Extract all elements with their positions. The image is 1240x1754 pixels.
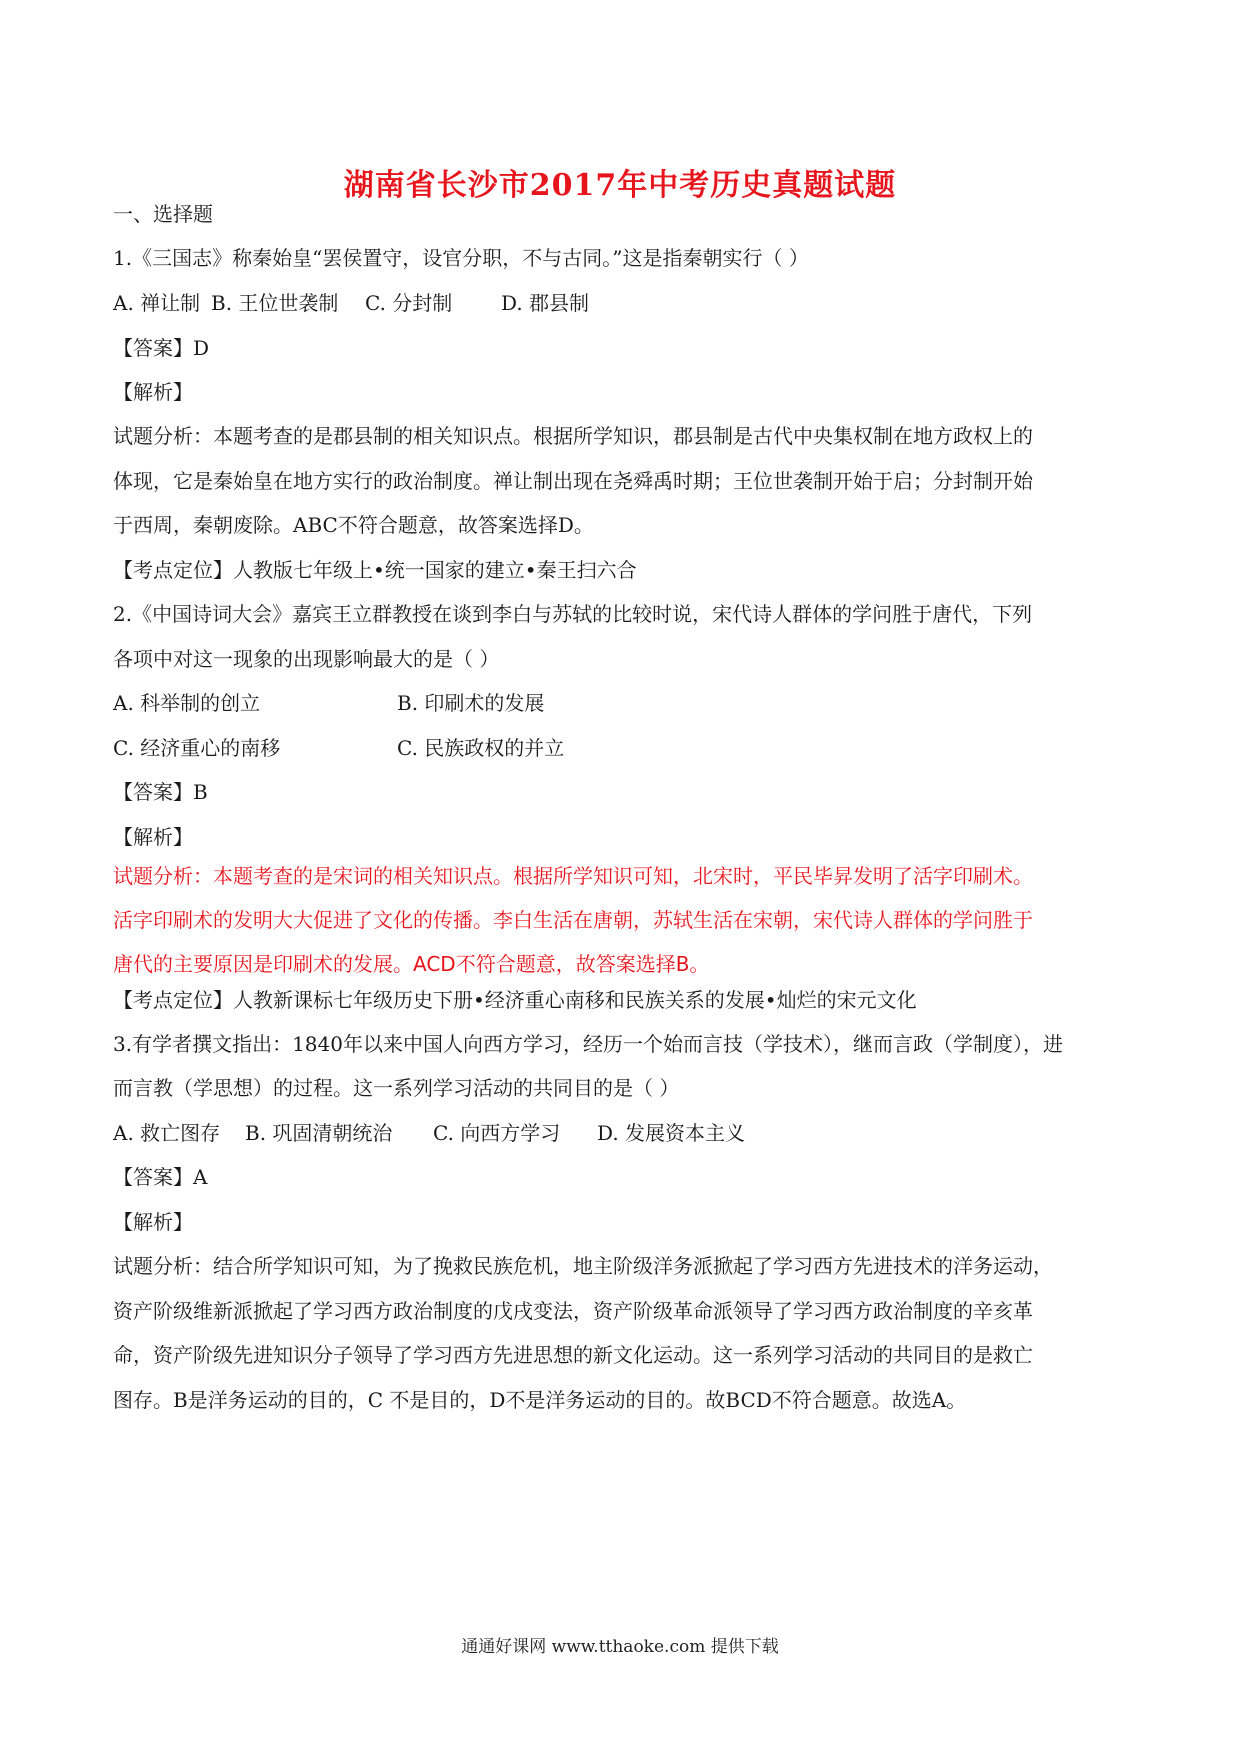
q3-stem-line-2: 而言教（学思想）的过程。这一系列学习活动的共同目的是（ ） [113, 1076, 680, 1100]
q1-option-b: B. 王位世袭制 [211, 291, 339, 315]
q1-analysis-line-3: 于西周，秦朝废除。ABC不符合题意，故答案选择D。 [113, 513, 594, 537]
q1-option-c: C. 分封制 [365, 291, 453, 315]
q3-answer: 【答案】A [113, 1165, 208, 1189]
q3-analysis-line-3: 命，资产阶级先进知识分子领导了学习西方先进思想的新文化运动。这一系列学习活动的共同目的是救亡 [113, 1343, 1033, 1367]
q3-analysis-line-2: 资产阶级维新派掀起了学习西方政治制度的戊戌变法，资产阶级革命派领导了学习西方政治制度的辛亥革 [113, 1299, 1033, 1323]
q1-point: 【考点定位】人教版七年级上•统一国家的建立•秦王扫六合 [113, 558, 637, 582]
q3-analysis-line-1: 试题分析：结合所学知识可知，为了挽救民族危机，地主阶级洋务派掀起了学习西方先进技术的洋务运动， [113, 1254, 1053, 1278]
q1-option-a: A. 禅让制 [113, 291, 201, 315]
q3-option-c: C. 向西方学习 [433, 1121, 561, 1145]
q1-analysis-label: 【解析】 [113, 380, 193, 404]
q1-answer: 【答案】D [113, 336, 210, 360]
page-footer: 通通好课网 www.tthaoke.com 提供下载 [461, 1637, 779, 1657]
q3-stem-line-1: 3.有学者撰文指出：1840年以来中国人向西方学习，经历一个始而言技（学技术），继而言政（学制度），进 [113, 1032, 1063, 1056]
q2-analysis-line-1: 试题分析：本题考查的是宋词的相关知识点。根据所学知识可知，北宋时，平民毕昇发明了活字印刷术。 [113, 864, 1033, 888]
q2-answer: 【答案】B [113, 780, 208, 804]
q2-analysis-line-3: 唐代的主要原因是印刷术的发展。ACD不符合题意，故答案选择B。 [113, 952, 710, 976]
q3-analysis-label: 【解析】 [113, 1210, 193, 1234]
q3-analysis-line-4: 图存。B是洋务运动的目的，C 不是目的，D不是洋务运动的目的。故BCD不符合题意。故选A。 [113, 1388, 967, 1412]
q2-point: 【考点定位】人教新课标七年级历史下册•经济重心南移和民族关系的发展•灿烂的宋元文化 [113, 988, 917, 1012]
q1-analysis-line-2: 体现，它是秦始皇在地方实行的政治制度。禅让制出现在尧舜禹时期；王位世袭制开始于启；分封制开始 [113, 469, 1033, 493]
q2-stem-line-1: 2.《中国诗词大会》嘉宾王立群教授在谈到李白与苏轼的比较时说，宋代诗人群体的学问胜于唐代，下列 [113, 602, 1033, 626]
q2-option-a: A. 科举制的创立 [113, 691, 261, 715]
section-heading: 一、选择题 [113, 202, 213, 226]
q2-option-c2: C. 民族政权的并立 [397, 736, 565, 760]
q3-option-d: D. 发展资本主义 [597, 1121, 746, 1145]
q2-option-c: C. 经济重心的南移 [113, 736, 281, 760]
q2-stem-line-2: 各项中对这一现象的出现影响最大的是（ ） [113, 647, 500, 671]
q2-analysis-label: 【解析】 [113, 825, 193, 849]
q3-option-a: A. 救亡图存 [113, 1121, 221, 1145]
q3-option-b: B. 巩固清朝统治 [245, 1121, 393, 1145]
q2-option-b: B. 印刷术的发展 [397, 691, 545, 715]
q1-analysis-line-1: 试题分析：本题考查的是郡县制的相关知识点。根据所学知识，郡县制是古代中央集权制在地方政权上的 [113, 424, 1033, 448]
q1-option-d: D. 郡县制 [501, 291, 590, 315]
page-title: 湖南省长沙市2017年中考历史真题试题 [343, 168, 897, 203]
q1-stem: 1.《三国志》称秦始皇“罢侯置守，设官分职，不与古同。”这是指秦朝实行（ ） [113, 246, 809, 270]
q2-analysis-line-2: 活字印刷术的发明大大促进了文化的传播。李白生活在唐朝，苏轼生活在宋朝，宋代诗人群体的学问胜于 [113, 908, 1033, 932]
